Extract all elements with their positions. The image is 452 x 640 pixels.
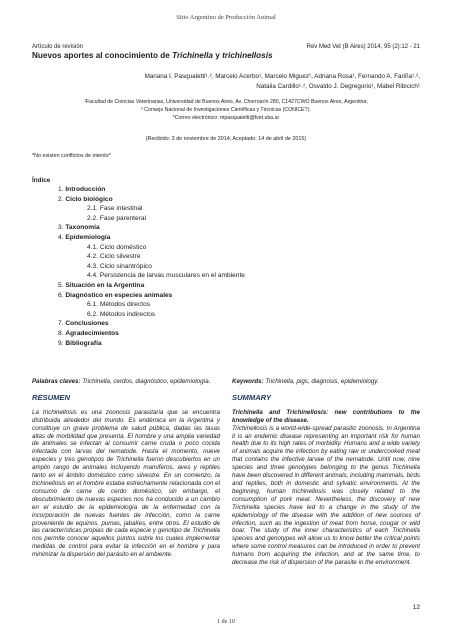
journal-reference: Rev Med Vet (B Aires) 2014, 95 (2):12 - 21 xyxy=(306,44,420,50)
toc-subsection: 6.1. Métodos directos xyxy=(87,301,151,309)
authors-line-2: Natalia Cardillo¹˒², Osvaldo J. Degregorio¹, Mabel Ribicich¹ xyxy=(256,83,420,90)
article-title xyxy=(32,51,273,60)
authors-line-1: Mariana I. Pasqualetti¹˒², Marcelo Acerbo¹, Marcelo Miguez¹, Adriana Rosa¹, Fernando A. Fariña¹˒², xyxy=(144,73,420,80)
summary-body: Trichinellosis is a world-wide-spread parasitic zoonosis. In Argentina it is an endemic disease representing an important risk for human health due to its high rates of morbidity. Humans and a wide variety of animals acquire the infection by eating raw or undercooked meat that contains the infective larvae of the nematode. Until now, nine species and three genotypes belonging to the genus Trichinella have been discovered in different animals, including mammals, birds and reptiles, both in domestic and sylvatic environments. At the beginning, human trichinellosis was closely related to the consumption of pork meat. Nevertheless, the discovery of new Trichinella species have led to a change in the study of the epidemiology of the disease with the addition of new sources of infection, such as the ingestion of meat from horse, cougar or wild boar. The study of the inner characteristics of each Trichinella species and genotypes will allow us to know better the critical points where some control measures can be introduced in order to prevent humans from acquiring the infection, and at the same time, to decrease the risk of dispersion of the parasite in the environment. xyxy=(232,424,420,567)
toc-section: 8. Agradecimientos xyxy=(58,329,119,337)
english-abstract-column xyxy=(232,378,420,567)
toc-subsection: 4.4. Persistencia de larvas musculares en el ambiente xyxy=(87,272,245,280)
toc-subsection: 2.1. Fase intestinal xyxy=(87,205,143,213)
spanish-keywords-label: Palabras claves: xyxy=(32,378,81,385)
summary-heading: SUMMARY xyxy=(232,392,272,402)
toc-section: 4. Epidemiología xyxy=(58,233,111,241)
authors xyxy=(80,72,420,92)
site-header: Sitio Argentino de Producción Animal xyxy=(176,14,276,21)
spanish-keywords-text: Trichinella, cerdos, diagnóstico, epidemiología. xyxy=(80,378,211,385)
table-of-contents xyxy=(58,185,245,348)
toc-section: 9. Bibliografía xyxy=(58,339,102,347)
spanish-keywords xyxy=(32,378,220,386)
article-type: Artículo de revisión xyxy=(32,44,84,50)
spanish-abstract-column xyxy=(32,378,220,559)
toc-section: 2. Ciclo biológico xyxy=(58,195,113,203)
received-dates: (Recibido: 3 de noviembre de 2014; Aceptado: 14 de abril de 2015) xyxy=(145,136,307,142)
english-keywords-text: Trichinella, pigs, diagnosis, epidemiology. xyxy=(263,378,379,385)
english-keywords xyxy=(232,378,420,386)
toc-section: 1. Introducción xyxy=(58,186,106,193)
toc-subsection: 2.2. Fase parenteral xyxy=(87,214,147,222)
english-keywords-label: Keywords: xyxy=(232,378,264,385)
toc-subsection: 4.2. Ciclo silvestre xyxy=(87,253,141,261)
resumen-body: La trichinellosis es una zoonosis parasitaria que se encuentra distribuida alrededor del mundo. Es endémica en la Argentina y constituye un grave problema de salud pública, dadas las tasas altas de morbilidad que presenta. El hombre y una amplia variedad de animales se infectan al consumir carne cruda o poco cocida infectada con larvas del nematode. Hasta el momento, nueve especies y tres genotipos de Trichinella fueron descubiertos en un amplio rango de animales incluyendo mamíferos, aves y reptiles tanto en el ámbito doméstico como silvestre. En un comienzo, la trichinellosis en el hombre estaba estrechamente relacionada con el consumo de carne de cerdo doméstico; sin embargo, el descubrimiento de nuevas especies nos ha conducido a un cambio en el estudio de la epidemiología de la enfermedad con la incorporación de nuevas fuentes de infección, como la carne proveniente de equinos, pumas, jabalíes, entre otros. El estudio de las características propias de cada especie y genotipo de Trichinella nos permite conocer aquellos puntos sobre los cuales implementar medidas de control para evitar la infección en el hombre y para minimizar la dispersión del parásito en el ambiente. xyxy=(32,408,220,559)
toc-section: 5. Situación en la Argentina xyxy=(58,281,145,289)
affiliation-2: ² Consejo Nacional de Investigaciones Científicas y Técnicas (CONICET). xyxy=(141,106,311,113)
affiliation-1: ¹Facultad de Ciencias Veterinarias, Universidad de Buenos Aires, Av. Chorroarín 280, C1427CWO Buenos Aires, Argentina; xyxy=(84,99,368,105)
toc-subsection: 6.2. Métodos indirectos xyxy=(87,310,156,318)
toc-subsection: 4.1. Ciclo doméstico xyxy=(87,243,147,251)
summary-title: Trichinella and Trichinellosis: new contributions to the knowledge of the disease. xyxy=(232,408,420,424)
page-number: 12 xyxy=(412,604,420,611)
title-prefix: Nuevos aportes al conocimiento de xyxy=(32,51,173,60)
toc-section: 3. Taxonomía xyxy=(58,224,100,232)
toc-section: 7. Conclusiones xyxy=(58,320,109,328)
title-italic-trichinella: Trichinella xyxy=(172,51,213,60)
correspondence-email: *Correo electrónico: mpasqualetti@fvet.uba.ar xyxy=(172,114,280,121)
toc-subsection: 4.3. Ciclo sinantrópico xyxy=(87,262,152,270)
title-middle: y xyxy=(212,51,223,60)
resumen-heading: RESUMEN xyxy=(32,392,70,402)
page-footer: 1 de 10 xyxy=(217,619,235,625)
title-italic-trichinellosis: trichinellosis xyxy=(222,51,273,60)
index-title: Índice xyxy=(32,177,51,184)
toc-section: 6. Diagnóstico en especies animales xyxy=(58,291,173,299)
conflicts-statement: *No existen conflictos de interés* xyxy=(32,153,111,159)
affiliations xyxy=(0,99,452,122)
